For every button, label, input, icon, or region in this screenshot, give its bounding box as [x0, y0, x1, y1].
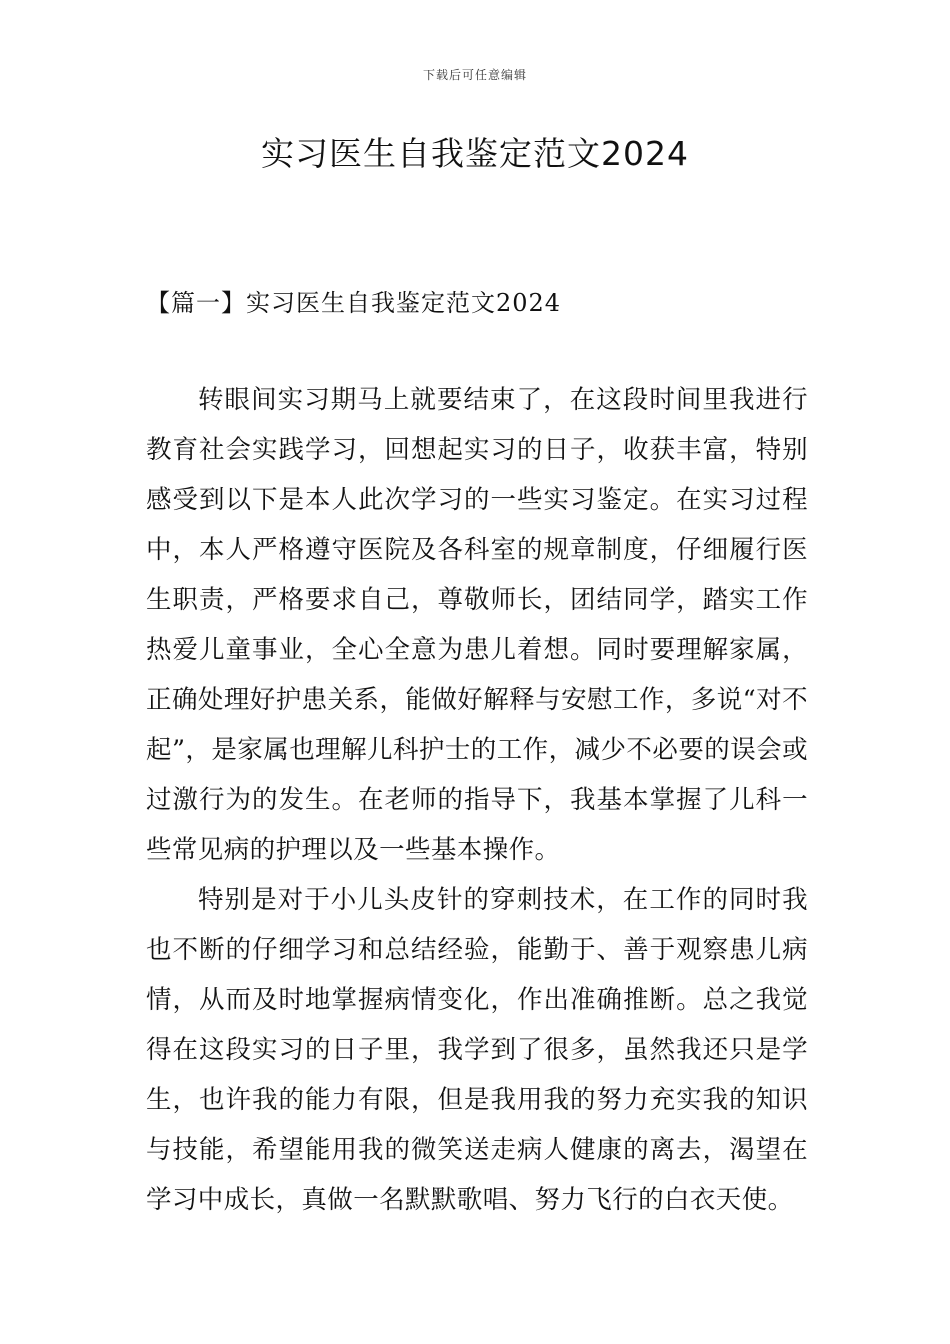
section-heading: 【篇一】实习医生自我鉴定范文2024: [146, 289, 562, 317]
paragraph: 转眼间实习期马上就要结束了，在这段时间里我进行教育社会实践学习，回想起实习的日子，收获丰富，特别感受到以下是本人此次学习的一些实习鉴定。在实习过程中，本人严格遵守医院及各科室的规章制度，仔细履行医生职责，严格要求自己，尊敬师长，团结同学，踏实工作热爱儿童事业，全心全意为患儿着想。同时要理解家属，正确处理好护患关系，能做好解释与安慰工作，多说“对不起”，是家属也理解儿科护士的工作，减少不必要的误会或过激行为的发生。在老师的指导下，我基本掌握了儿科一些常见病的护理以及一些基本操作。: [146, 385, 808, 865]
document-title: 实习医生自我鉴定范文2024: [261, 134, 689, 173]
paragraph: 特别是对于小儿头皮针的穿刺技术，在工作的同时我也不断的仔细学习和总结经验，能勤于、善于观察患儿病情，从而及时地掌握病情变化，作出准确推断。总之我觉得在这段实习的日子里，我学到了很多，虽然我还只是学生，也许我的能力有限，但是我用我的努力充实我的知识与技能，希望能用我的微笑送走病人健康的离去，渴望在学习中成长，真做一名默默歌唱、努力飞行的白衣天使。: [146, 885, 808, 1215]
header-note: 下载后可任意编辑: [422, 68, 527, 82]
body-text: [146, 375, 808, 1225]
